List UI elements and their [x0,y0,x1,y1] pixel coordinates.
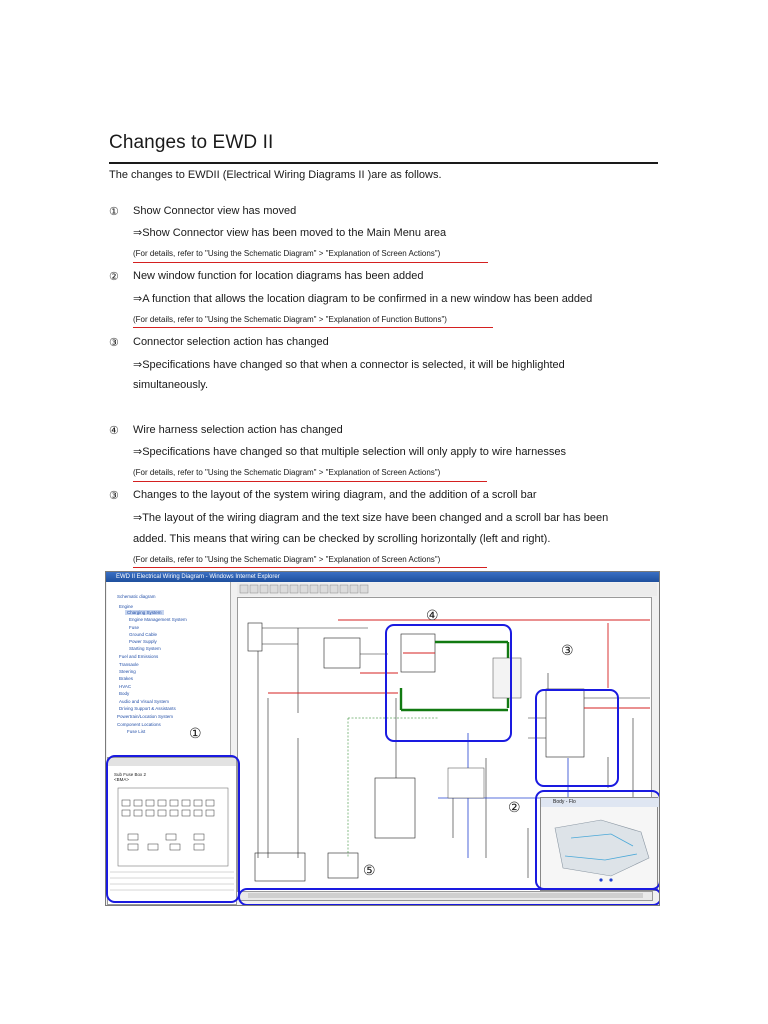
callout-2: ② [508,799,521,815]
intro-text: The changes to EWDII (Electrical Wiring Diagrams II )are as follows. [109,169,442,181]
tree-item[interactable]: Fuse List [127,729,146,734]
tree-item[interactable]: Component Locations [117,722,161,727]
item-detail: ⇒Specifications have changed so that multiple selection will only apply to wire harnesses [133,446,566,458]
page-title: Changes to EWD II [109,132,274,153]
screenshot-toolbar [237,583,657,596]
item-heading: Connector selection action has changed [133,336,329,348]
tree-item-selected[interactable]: Charging System [127,610,162,615]
highlight-box-scrollbar [238,888,660,906]
item-number: ② [109,271,119,283]
item-heading: Show Connector view has moved [133,205,297,217]
callout-3: ③ [561,642,574,658]
item-note: (For details, refer to "Using the Schematic Diagram" > "Explanation of Screen Actions") [133,468,441,477]
tree-item[interactable]: Fuel and Emissions [119,654,159,659]
tree-item[interactable]: Ground Cable [129,632,158,637]
note-underline [133,481,487,482]
screenshot-window-title: EWD II Electrical Wiring Diagram - Windows Internet Explorer [106,572,659,582]
item-detail: ⇒The layout of the wiring diagram and the text size have been changed and a scroll bar has been [133,512,609,524]
item-number: ③ [109,337,119,349]
item-detail-cont: added. This means that wiring can be checked by scrolling horizontally (left and right). [133,533,551,545]
item-note: (For details, refer to "Using the Schematic Diagram" > "Explanation of Screen Actions") [133,555,441,564]
highlight-box-location [535,790,660,890]
connector-title: Sub Fuse Box 2 [114,772,147,777]
tree-item[interactable]: Driving Support & Assistants [119,706,176,711]
highlight-box-harness [385,624,512,742]
tree-item[interactable]: Body [119,691,130,696]
tree-item[interactable]: Steering [119,669,136,674]
ewd-screenshot [105,571,660,906]
tree-item[interactable]: Schematic diagram [117,594,156,599]
item-note: (For details, refer to "Using the Schematic Diagram" > "Explanation of Function Buttons") [133,315,447,324]
tree-item[interactable]: Fuse [129,625,140,630]
tree-item[interactable]: HVAC [119,684,132,689]
item-number: ④ [109,425,119,437]
item-number: ③ [109,490,119,502]
highlight-box-connector [106,755,240,903]
note-underline [133,262,488,263]
connector-subtitle: <BMA> [114,777,130,782]
callout-1: ① [189,725,202,741]
tree-item[interactable]: Powertrain/Location System [117,714,174,719]
callout-5: ⑤ [363,862,376,878]
item-detail: ⇒A function that allows the location diagram to be confirmed in a new window has been added [133,293,593,305]
navigation-tree[interactable] [107,582,231,760]
item-detail: ⇒Specifications have changed so that when a connector is selected, it will be highlighted [133,359,565,371]
item-heading: Wire harness selection action has changed [133,424,343,436]
tree-item[interactable]: Brakes [119,676,134,681]
highlight-box-connector-select [535,689,619,787]
item-heading: New window function for location diagrams has been added [133,270,424,282]
note-underline [133,567,487,568]
item-heading: Changes to the layout of the system wiring diagram, and the addition of a scroll bar [133,489,537,501]
tree-item[interactable]: Engine [119,604,134,609]
callout-4: ④ [426,607,439,623]
tree-item[interactable]: Power Supply [129,639,157,644]
item-detail: ⇒Show Connector view has been moved to the Main Menu area [133,227,447,239]
tree-item[interactable]: Starting System [129,646,161,651]
title-rule [109,162,658,164]
item-number: ① [109,206,119,218]
note-underline [133,327,493,328]
tree-item[interactable]: Transaxle [119,662,139,667]
location-window-title: Body - Flo [541,798,660,807]
item-note: (For details, refer to "Using the Schematic Diagram" > "Explanation of Screen Actions") [133,249,441,258]
toolbar-buttons [237,583,657,596]
tree-item[interactable]: Audio and Visual System [119,699,169,704]
tree-item[interactable]: Engine Management System [129,617,187,622]
item-detail-cont: simultaneously. [133,379,208,391]
